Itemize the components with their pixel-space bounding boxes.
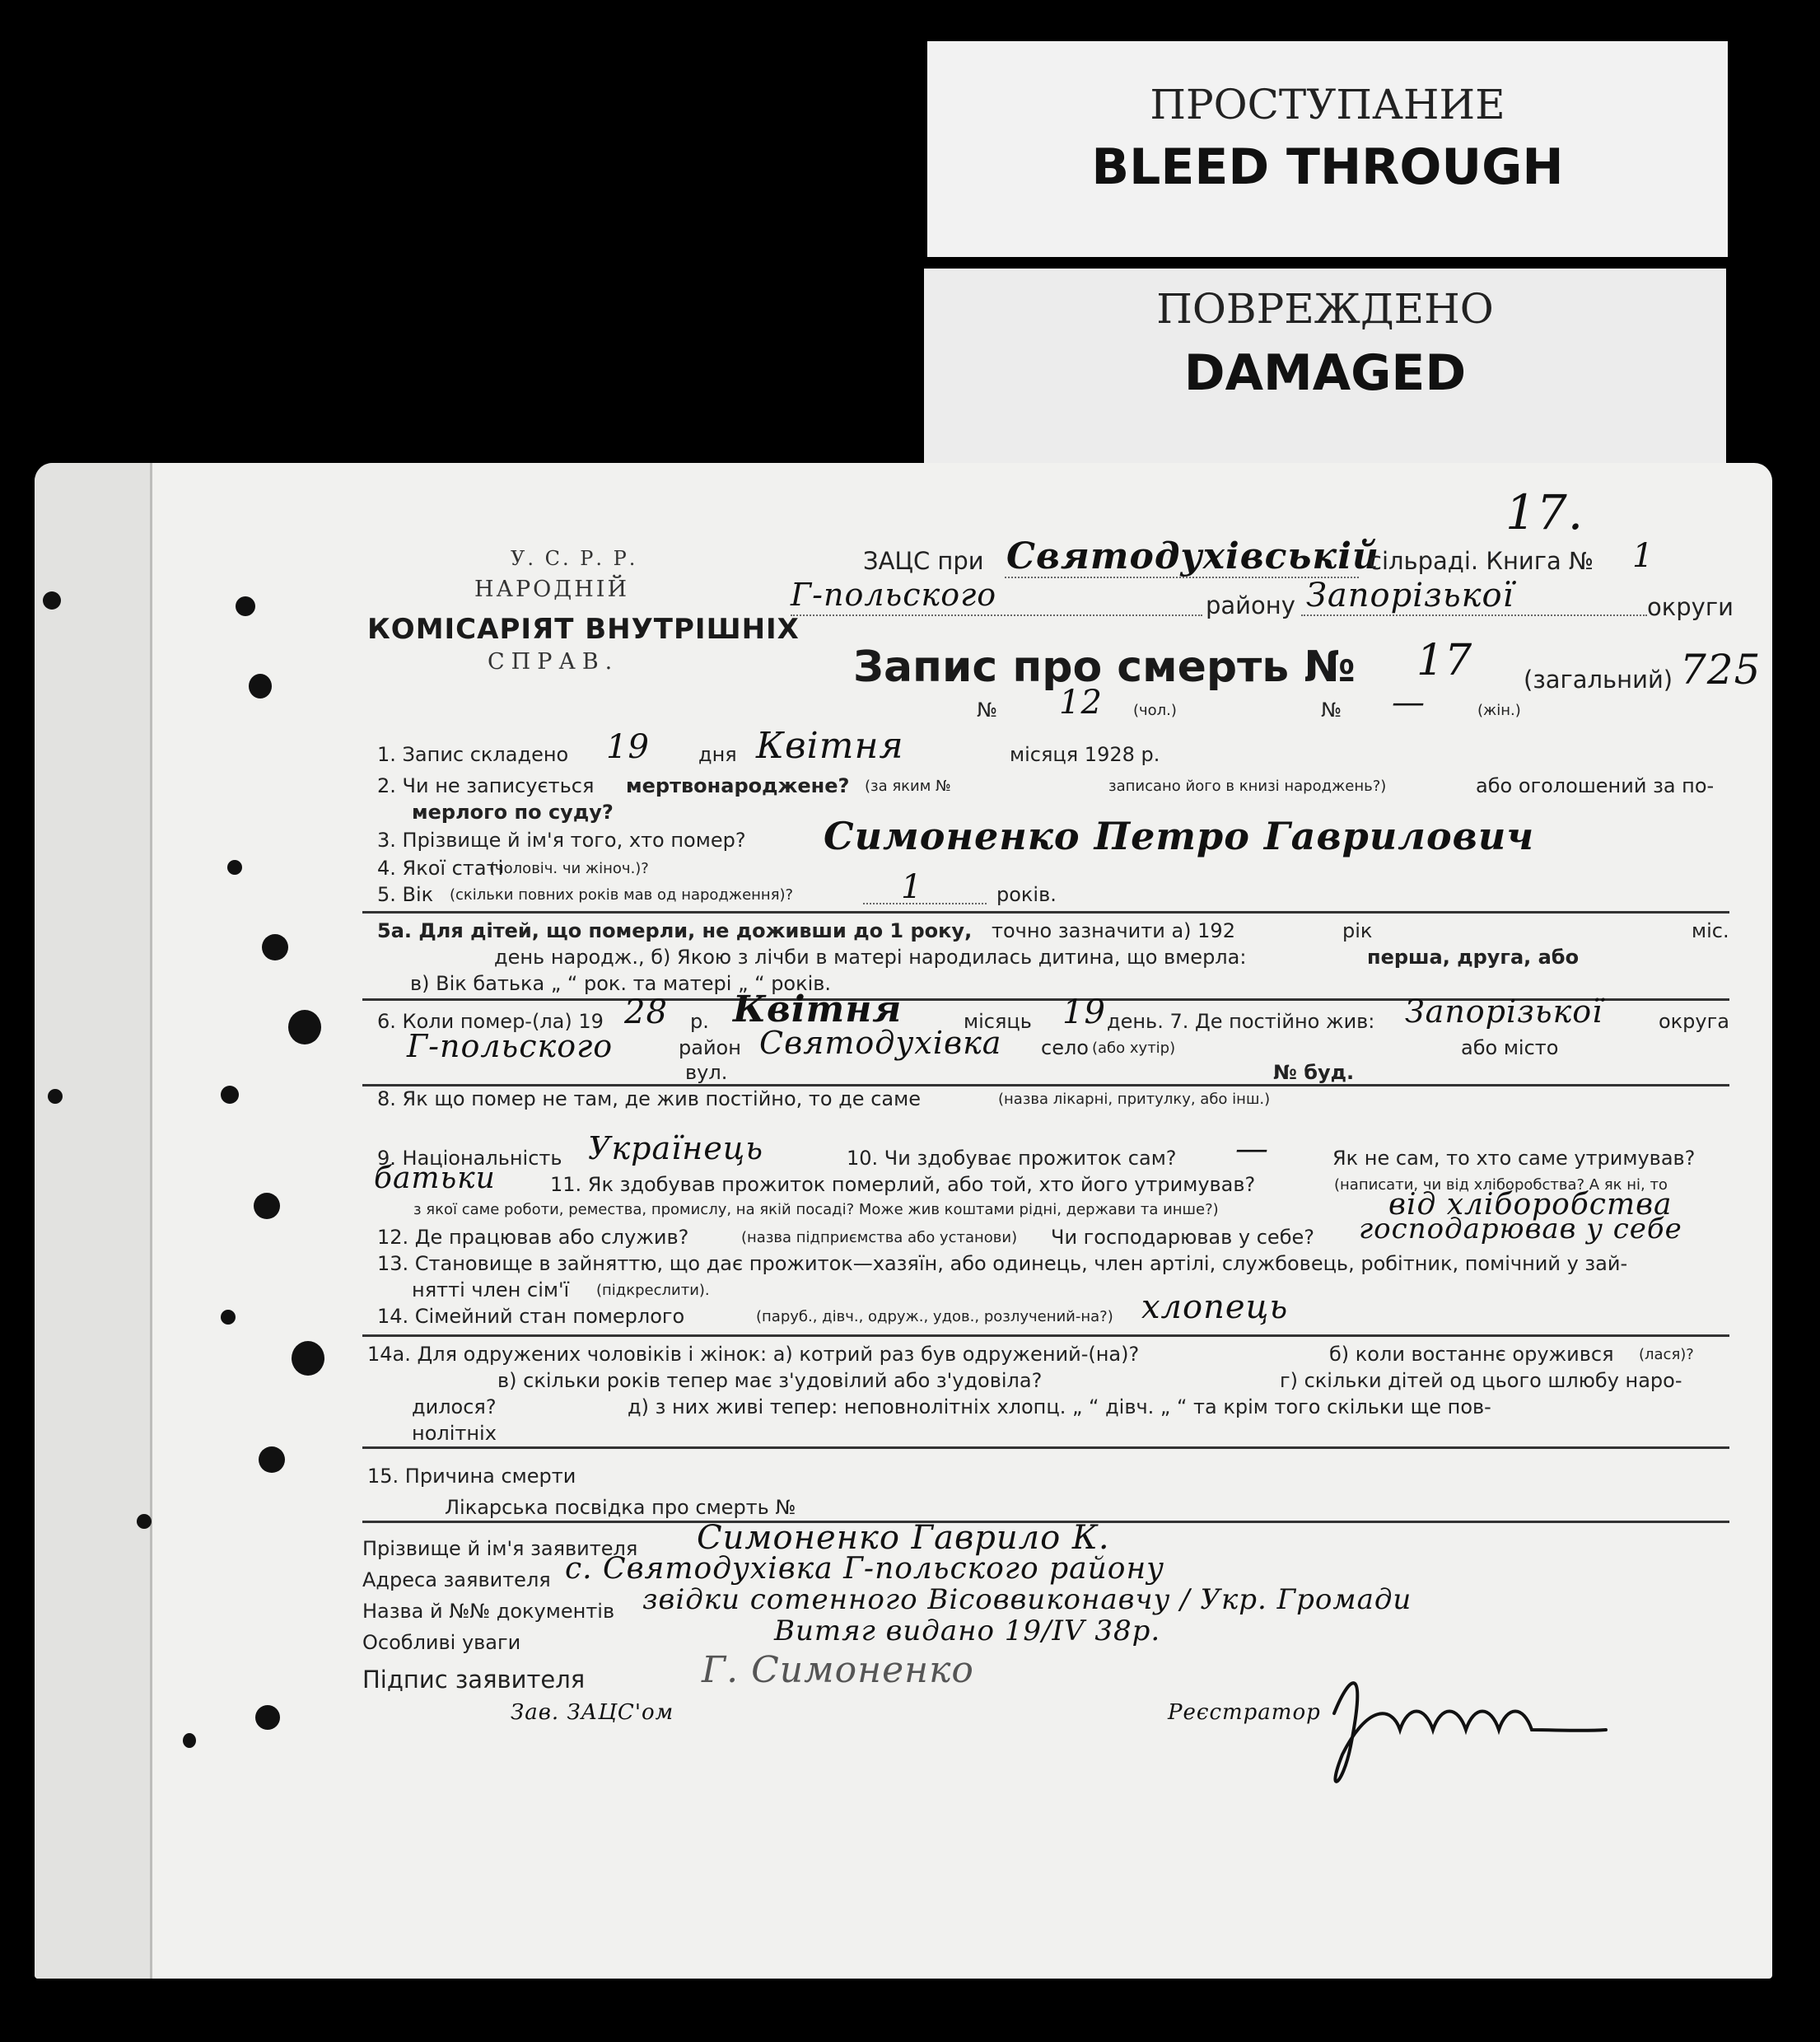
- general-label: (загальний): [1524, 666, 1673, 694]
- field-9-value: Українець: [588, 1130, 764, 1166]
- field-10-supporter: батьки: [374, 1161, 496, 1195]
- field-7-street-label: вул.: [685, 1061, 728, 1084]
- field-15-label: 15. Причина смерти: [367, 1465, 576, 1488]
- field-6-day: 19: [1062, 993, 1106, 1031]
- field-6-month-label: місяць: [964, 1010, 1032, 1033]
- field-14a-widowed: в) скільки років тепер має з'удовілий або з'удовіла?: [497, 1369, 1043, 1392]
- field-14a-label: 14а. Для одружених чоловіків і жінок: а) котрий раз був одружений-(на)?: [367, 1343, 1140, 1366]
- usrr-label: У. С. Р. Р.: [511, 547, 638, 570]
- female-number-label: №: [1321, 699, 1342, 722]
- field-15-certificate: Лікарська посвідка про смерть №: [445, 1496, 796, 1519]
- field-10-who-label: Як не сам, то хто саме утримував?: [1332, 1147, 1696, 1170]
- applicant-address-value: с. Святодухівка Г-польского району: [565, 1552, 1165, 1586]
- field-5-years: років.: [996, 883, 1057, 906]
- field-14a-adults: нолітніх: [412, 1422, 497, 1445]
- field-8-label: 8. Як що помер не там, де жив постійно, то де саме: [377, 1087, 921, 1110]
- punch-hole: [249, 674, 272, 699]
- field-1-day: 19: [606, 728, 650, 766]
- field-3-name: Симоненко Петро Гаврилович: [824, 814, 1535, 858]
- field-5-age: 1: [901, 868, 923, 906]
- applicant-documents-value: звідки сотенного Вісоввиконавчу / Укр. Громади: [642, 1583, 1412, 1616]
- field-7-village-value: Святодухівка: [759, 1025, 1002, 1061]
- field-14-value: хлопець: [1141, 1288, 1289, 1326]
- field-5-label: 5. Вік: [377, 883, 434, 906]
- ministry-line-2: КОМІСАРІЯТ ВНУТРІШНІХ: [367, 613, 800, 646]
- male-label: (чол.): [1133, 702, 1177, 719]
- female-label: (жін.): [1477, 702, 1521, 719]
- field-7-raion-value: Г-польского: [407, 1028, 614, 1064]
- general-number: 725: [1680, 646, 1762, 694]
- okrug-label: округи: [1647, 593, 1734, 621]
- field-5a-month: міс.: [1692, 919, 1729, 942]
- field-12-own-farm-label: Чи господарював у себе?: [1051, 1226, 1315, 1249]
- field-11-value: від хліборобства: [1388, 1188, 1673, 1222]
- record-number: 17: [1416, 636, 1473, 685]
- book-label: сільраді. Книга №: [1369, 547, 1594, 575]
- ministry-line-3: СПРАВ.: [488, 649, 619, 675]
- punch-hole: [221, 1086, 239, 1104]
- applicant-documents-label: Назва й №№ документів: [362, 1600, 615, 1623]
- raion-prefix-value: Г-польского: [791, 577, 997, 613]
- field-13-label: 13. Становище в зайняттю, що дає прожиток—хазяїн, або одинець, член артілі, службовець, робітник, помічний у зай-: [377, 1252, 1628, 1275]
- field-10-label: 10. Чи здобуває прожиток сам?: [847, 1147, 1177, 1170]
- applicant-notes-value: Витяг видано 19/IV 38р.: [774, 1614, 1161, 1647]
- field-9-label: 9. Національність: [377, 1147, 562, 1170]
- field-5a-exact: точно зазначити а) 192: [992, 919, 1235, 942]
- zags-head-label: Зав. ЗАЦС'ом: [511, 1700, 674, 1725]
- field-12-label: 12. Де працював або служив?: [377, 1226, 689, 1249]
- field-14a-alive: д) з них живі тепер: неповнолітніх хлопц. „ “ дівч. „ “ та крім того скільки ще пов-: [628, 1395, 1491, 1418]
- punch-hole: [254, 1193, 280, 1219]
- field-7-village-label: село: [1041, 1036, 1089, 1059]
- applicant-notes-label: Особливі уваги: [362, 1631, 521, 1654]
- record-title: Запис про смерть №: [853, 643, 1356, 692]
- field-7-city-label: або місто: [1461, 1036, 1559, 1059]
- field-11-hint: (написати, чи від хліборобства? А як ні, то: [1334, 1176, 1668, 1194]
- bleed-through-label-en: BLEED THROUGH: [1091, 138, 1564, 196]
- applicant-name-value: Симоненко Гаврило К.: [697, 1519, 1110, 1557]
- field-7-raion-label: район: [679, 1036, 741, 1059]
- zags-label: ЗАЦС при: [863, 547, 984, 575]
- applicant-address-label: Адреса заявителя: [362, 1568, 551, 1591]
- punch-hole: [221, 1310, 236, 1325]
- damaged-notice: [924, 269, 1726, 470]
- field-1-month: Квітня: [756, 725, 904, 767]
- bleed-through-notice: [927, 41, 1728, 257]
- punch-hole: [259, 1446, 285, 1473]
- field-2-announced: або оголошений за по-: [1476, 774, 1715, 797]
- book-number: 1: [1632, 537, 1654, 575]
- field-5a-parents-age: в) Вік батька „ “ рок. та матері „ “ років.: [410, 972, 832, 995]
- field-12-hint: (назва підприємства або установи): [741, 1229, 1018, 1246]
- field-14a-last-married: б) коли востаннє оружився: [1329, 1343, 1614, 1366]
- damaged-label-ru: ПОВРЕЖДЕНО: [1156, 285, 1494, 333]
- field-8-hint: (назва лікарні, притулку, або інш.): [998, 1091, 1271, 1108]
- field-7-house-label: № буд.: [1273, 1061, 1355, 1084]
- page-number: 17.: [1505, 484, 1584, 540]
- field-2-stillborn: мертвонароджене?: [626, 774, 850, 797]
- field-6-label: 6. Коли помер-(ла) 19: [377, 1010, 604, 1033]
- field-5a-year: рік: [1342, 919, 1373, 942]
- male-number-label: №: [977, 699, 997, 722]
- field-1-day-label: дня: [698, 743, 737, 766]
- field-11-label: 11. Як здобував прожиток померлий, або той, хто його утримував?: [550, 1173, 1256, 1196]
- punch-hole: [288, 1010, 321, 1044]
- field-13-label-2: нятті член сім'ї: [412, 1278, 570, 1301]
- punch-hole: [48, 1089, 63, 1104]
- field-14a-last-married-hint: (лася)?: [1639, 1346, 1694, 1363]
- field-14a-born: дилося?: [412, 1395, 497, 1418]
- field-4-hint: (чоловіч. чи жіноч.)?: [489, 860, 649, 877]
- applicant-signature-value: Г. Симоненко: [702, 1649, 974, 1691]
- field-13-hint: (підкреслити).: [596, 1282, 710, 1299]
- field-2-registered: записано його в книзі народжень?): [1108, 778, 1387, 795]
- field-10-value: —: [1235, 1130, 1269, 1168]
- damaged-label-en: DAMAGED: [1183, 344, 1467, 402]
- field-5a-label: 5а. Для дітей, що померли, не доживши до 1 року,: [377, 919, 973, 942]
- field-6-year-label: р.: [690, 1010, 709, 1033]
- field-3-label: 3. Прізвище й ім'я того, хто помер?: [377, 829, 746, 852]
- bleed-through-label-ru: ПРОСТУПАНИЕ: [1150, 81, 1505, 129]
- field-4-label: 4. Якої статі: [377, 857, 504, 880]
- punch-hole: [292, 1341, 324, 1376]
- applicant-signature-label: Підпис заявителя: [362, 1666, 586, 1694]
- registrar-signature: [1318, 1656, 1614, 1804]
- field-1-year-label: місяця 1928 р.: [1010, 743, 1160, 766]
- field-14a-children: г) скільки дітей од цього шлюбу наро-: [1280, 1369, 1682, 1392]
- male-number: 12: [1059, 684, 1103, 722]
- punch-hole: [262, 934, 288, 960]
- field-5a-birth-order: день народж., б) Якою з лічби в матері народилась дитина, що вмерла:: [494, 946, 1247, 969]
- okrug-value: Запорізької: [1306, 577, 1514, 614]
- punch-hole: [183, 1733, 196, 1748]
- field-6-month: Квітня: [733, 988, 903, 1030]
- field-14-label: 14. Сімейний стан померлого: [377, 1305, 685, 1328]
- field-6-year: 28: [624, 993, 668, 1031]
- punch-hole: [255, 1705, 280, 1730]
- punch-hole: [227, 860, 242, 875]
- ministry-line-1: НАРОДНІЙ: [474, 577, 630, 602]
- field-1-label: 1. Запис складено: [377, 743, 569, 766]
- field-11-hint-2: з якої саме роботи, ремества, промислу, на якій посаді? Може жив коштами рідні, держави та инше?): [413, 1201, 1219, 1218]
- field-7-khutir: (або хутір): [1092, 1040, 1176, 1057]
- field-7-okrug: Запорізької: [1405, 993, 1603, 1030]
- punch-hole: [236, 596, 255, 616]
- field-5a-order-options: перша, друга, або: [1367, 946, 1580, 969]
- punch-hole: [137, 1514, 152, 1529]
- field-7-label: день. 7. Де постійно жив:: [1107, 1010, 1375, 1033]
- field-14-hint: (паруб., дівч., одруж., удов., розлучений-на?): [756, 1308, 1113, 1325]
- punch-hole: [43, 591, 61, 610]
- binding-strip: [35, 463, 152, 1979]
- field-12-value: господарював у себе: [1359, 1213, 1682, 1245]
- registrar-label: Реєстратор: [1168, 1700, 1321, 1725]
- field-5-hint: (скільки повних років мав од народження)?: [450, 886, 794, 904]
- field-2-court: мерлого по суду?: [412, 801, 614, 824]
- field-2-number: (за яким №: [865, 778, 951, 795]
- zags-council-value: Святодухівській: [1006, 535, 1379, 577]
- field-2-label: 2. Чи не записується: [377, 774, 595, 797]
- female-number: —: [1392, 684, 1426, 722]
- field-7-okrug-label: округа: [1659, 1010, 1729, 1033]
- applicant-name-label: Прізвище й ім'я заявителя: [362, 1537, 638, 1560]
- raion-label: району: [1206, 591, 1295, 619]
